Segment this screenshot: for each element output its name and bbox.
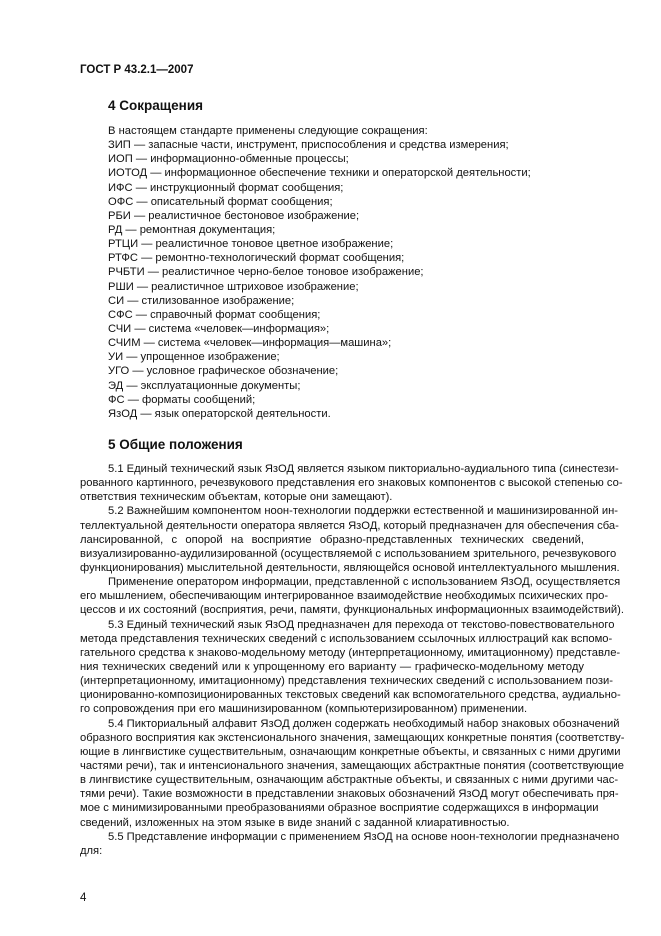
abbreviation-item: ЯзОД — язык операторской деятельности. (108, 407, 331, 420)
abbreviation-item: СФС — справочный формат сообщения; (108, 308, 321, 321)
paragraph-line: визуализированно-аудилизированной (осуществляемой с использованием зрительного, речезвукового (80, 547, 617, 560)
paragraph-line: теллектуальной деятельности оператора является ЯзОД, который предназначен для обеспечения сба- (80, 519, 619, 532)
paragraph-line: тями речи). Такие возможности в представлении знаковых обозначений ЯзОД могут обеспечивать пря- (80, 788, 619, 801)
document-header: ГОСТ Р 43.2.1—2007 (80, 64, 194, 76)
abbreviation-item: РШИ — реалистичное штриховое изображение; (108, 280, 359, 293)
paragraph-line: 5.1 Единый технический язык ЯзОД является языком пикториально-аудиального типа (синестези- (108, 463, 619, 475)
abbreviation-item: ЭД — эксплуатационные документы; (108, 379, 301, 392)
abbreviation-item: СЧИ — система «человек—информация»; (108, 322, 330, 335)
paragraph-line: лансированной, с опорой на восприятие образно-представленных технических сведений, (80, 533, 584, 546)
paragraph-line: 5.3 Единый технический язык ЯзОД предназначен для перехода от текстово-повествовательного (108, 618, 615, 631)
paragraph-line: рованного картинного, речезвукового представления его знаковых компонентов с высокой степенью со- (80, 477, 623, 490)
paragraph-line: частями речи), так и интенсионального значения, замещающих абстрактные понятия (соответствующие (80, 759, 624, 772)
paragraph-line: ционированно-композиционированных текстовых сведений как вспомогательного средства, аудиально- (80, 689, 621, 702)
paragraph (80, 462, 623, 504)
paragraph-line: сведений, изложенных на этом языке в виде знаний с заданной клиаративностью. (80, 816, 510, 829)
paragraph-line: функционирования) мыслительной деятельности, являющейся основой интеллектуального мышления. (80, 561, 620, 574)
paragraph (80, 830, 620, 858)
paragraph-line: образного восприятия как экстенсионального значения, замещающих конкретные понятия (соответству- (80, 731, 625, 744)
abbreviation-item: РЧБТИ — реалистичное черно-белое тоновое изображение; (108, 266, 424, 279)
paragraph-line: ния технических сведений или к упрощенному его варианту — графическо-модельному методу (80, 660, 584, 673)
paragraph-line: в лингвистике существительным, означающим абстрактные объекты, и связанных с ними другими час- (80, 774, 619, 787)
abbreviation-item: ФС — форматы сообщений; (108, 393, 256, 406)
section-4-title: 4 Сокращения (108, 98, 203, 113)
section-5-title: 5 Общие положения (108, 437, 243, 452)
abbreviation-item: РТФС — ремонтно-технологический формат сообщения; (108, 252, 405, 265)
paragraph-line: 5.5 Представление информации с применением ЯзОД на основе ноон-технологии предназначено (108, 830, 620, 843)
paragraph-line: гательного средства к знаково-модельному методу (интерпретационному, имитационному) представле- (80, 646, 621, 659)
abbreviation-item: РД — ремонтная документация; (108, 223, 276, 236)
paragraph-line: цессов и их состояний (восприятия, речи, памяти, функциональных информационных взаимодействий). (80, 604, 624, 617)
list-intro: В настоящем стандарте применены следующие сокращения: (108, 125, 428, 137)
abbreviation-item: СЧИМ — система «человек—информация—машина»; (108, 337, 392, 350)
abbreviation-item: ИОТОД — информационное обеспечение техники и операторской деятельности; (108, 167, 531, 180)
paragraph (80, 618, 621, 717)
paragraph-line: Применение оператором информации, представленной с использованием ЯзОД, осуществляется (108, 576, 621, 589)
paragraph (80, 575, 624, 617)
section-5-body (80, 462, 625, 858)
paragraph (80, 717, 625, 830)
abbreviation-item: ИОП — информационно-обменные процессы; (108, 153, 349, 166)
paragraph-line: его мышлением, обеспечивающим интегрированное взаимодействие необходимых психических про- (80, 590, 609, 603)
paragraph-line: мое с минимизированными преобразованиями образное восприятие содержащихся в информации (80, 802, 599, 815)
page-number: 4 (80, 892, 87, 904)
abbreviation-item: УИ — упрощенное изображение; (108, 351, 280, 364)
paragraph-line: 5.2 Важнейшим компонентом ноон-технологии поддержки естественной и машинизированной ин- (108, 505, 618, 518)
paragraph-line: метода представления технических сведений с использованием ссылочных иллюстраций как вспомо- (80, 632, 613, 645)
paragraph-line: 5.4 Пикториальный алфавит ЯзОД должен содержать необходимый набор знаковых обозначений (108, 717, 620, 730)
paragraph-line: го сопровождения при его машинизированном (компьютеризированном) применении. (80, 703, 528, 716)
paragraph (80, 504, 620, 575)
abbreviation-item: РБИ — реалистичное бестоновое изображение; (108, 209, 360, 222)
paragraph-line: для: (80, 844, 103, 857)
abbreviation-item: ЗИП — запасные части, инструмент, приспособления и средства измерения; (108, 139, 509, 152)
paragraph-line: ющие в лингвистике существительным, означающим конкретные объекты, и связанных с ними другими (80, 745, 621, 758)
paragraph-line: (интерпретационному, имитационному) представления технических сведений с использованием пози- (80, 675, 613, 688)
abbreviation-item: ИФС — инструкционный формат сообщения; (108, 181, 344, 194)
abbreviation-item: СИ — стилизованное изображение; (108, 294, 295, 307)
abbreviation-item: УГО — условное графическое обозначение; (108, 365, 339, 378)
abbreviation-item: ОФС — описательный формат сообщения; (108, 195, 333, 208)
paragraph-line: ответствия техническим объектам, которые они замещают). (80, 491, 393, 504)
abbreviations-list (80, 124, 584, 421)
abbreviation-item: РТЦИ — реалистичное тоновое цветное изображение; (108, 238, 394, 251)
